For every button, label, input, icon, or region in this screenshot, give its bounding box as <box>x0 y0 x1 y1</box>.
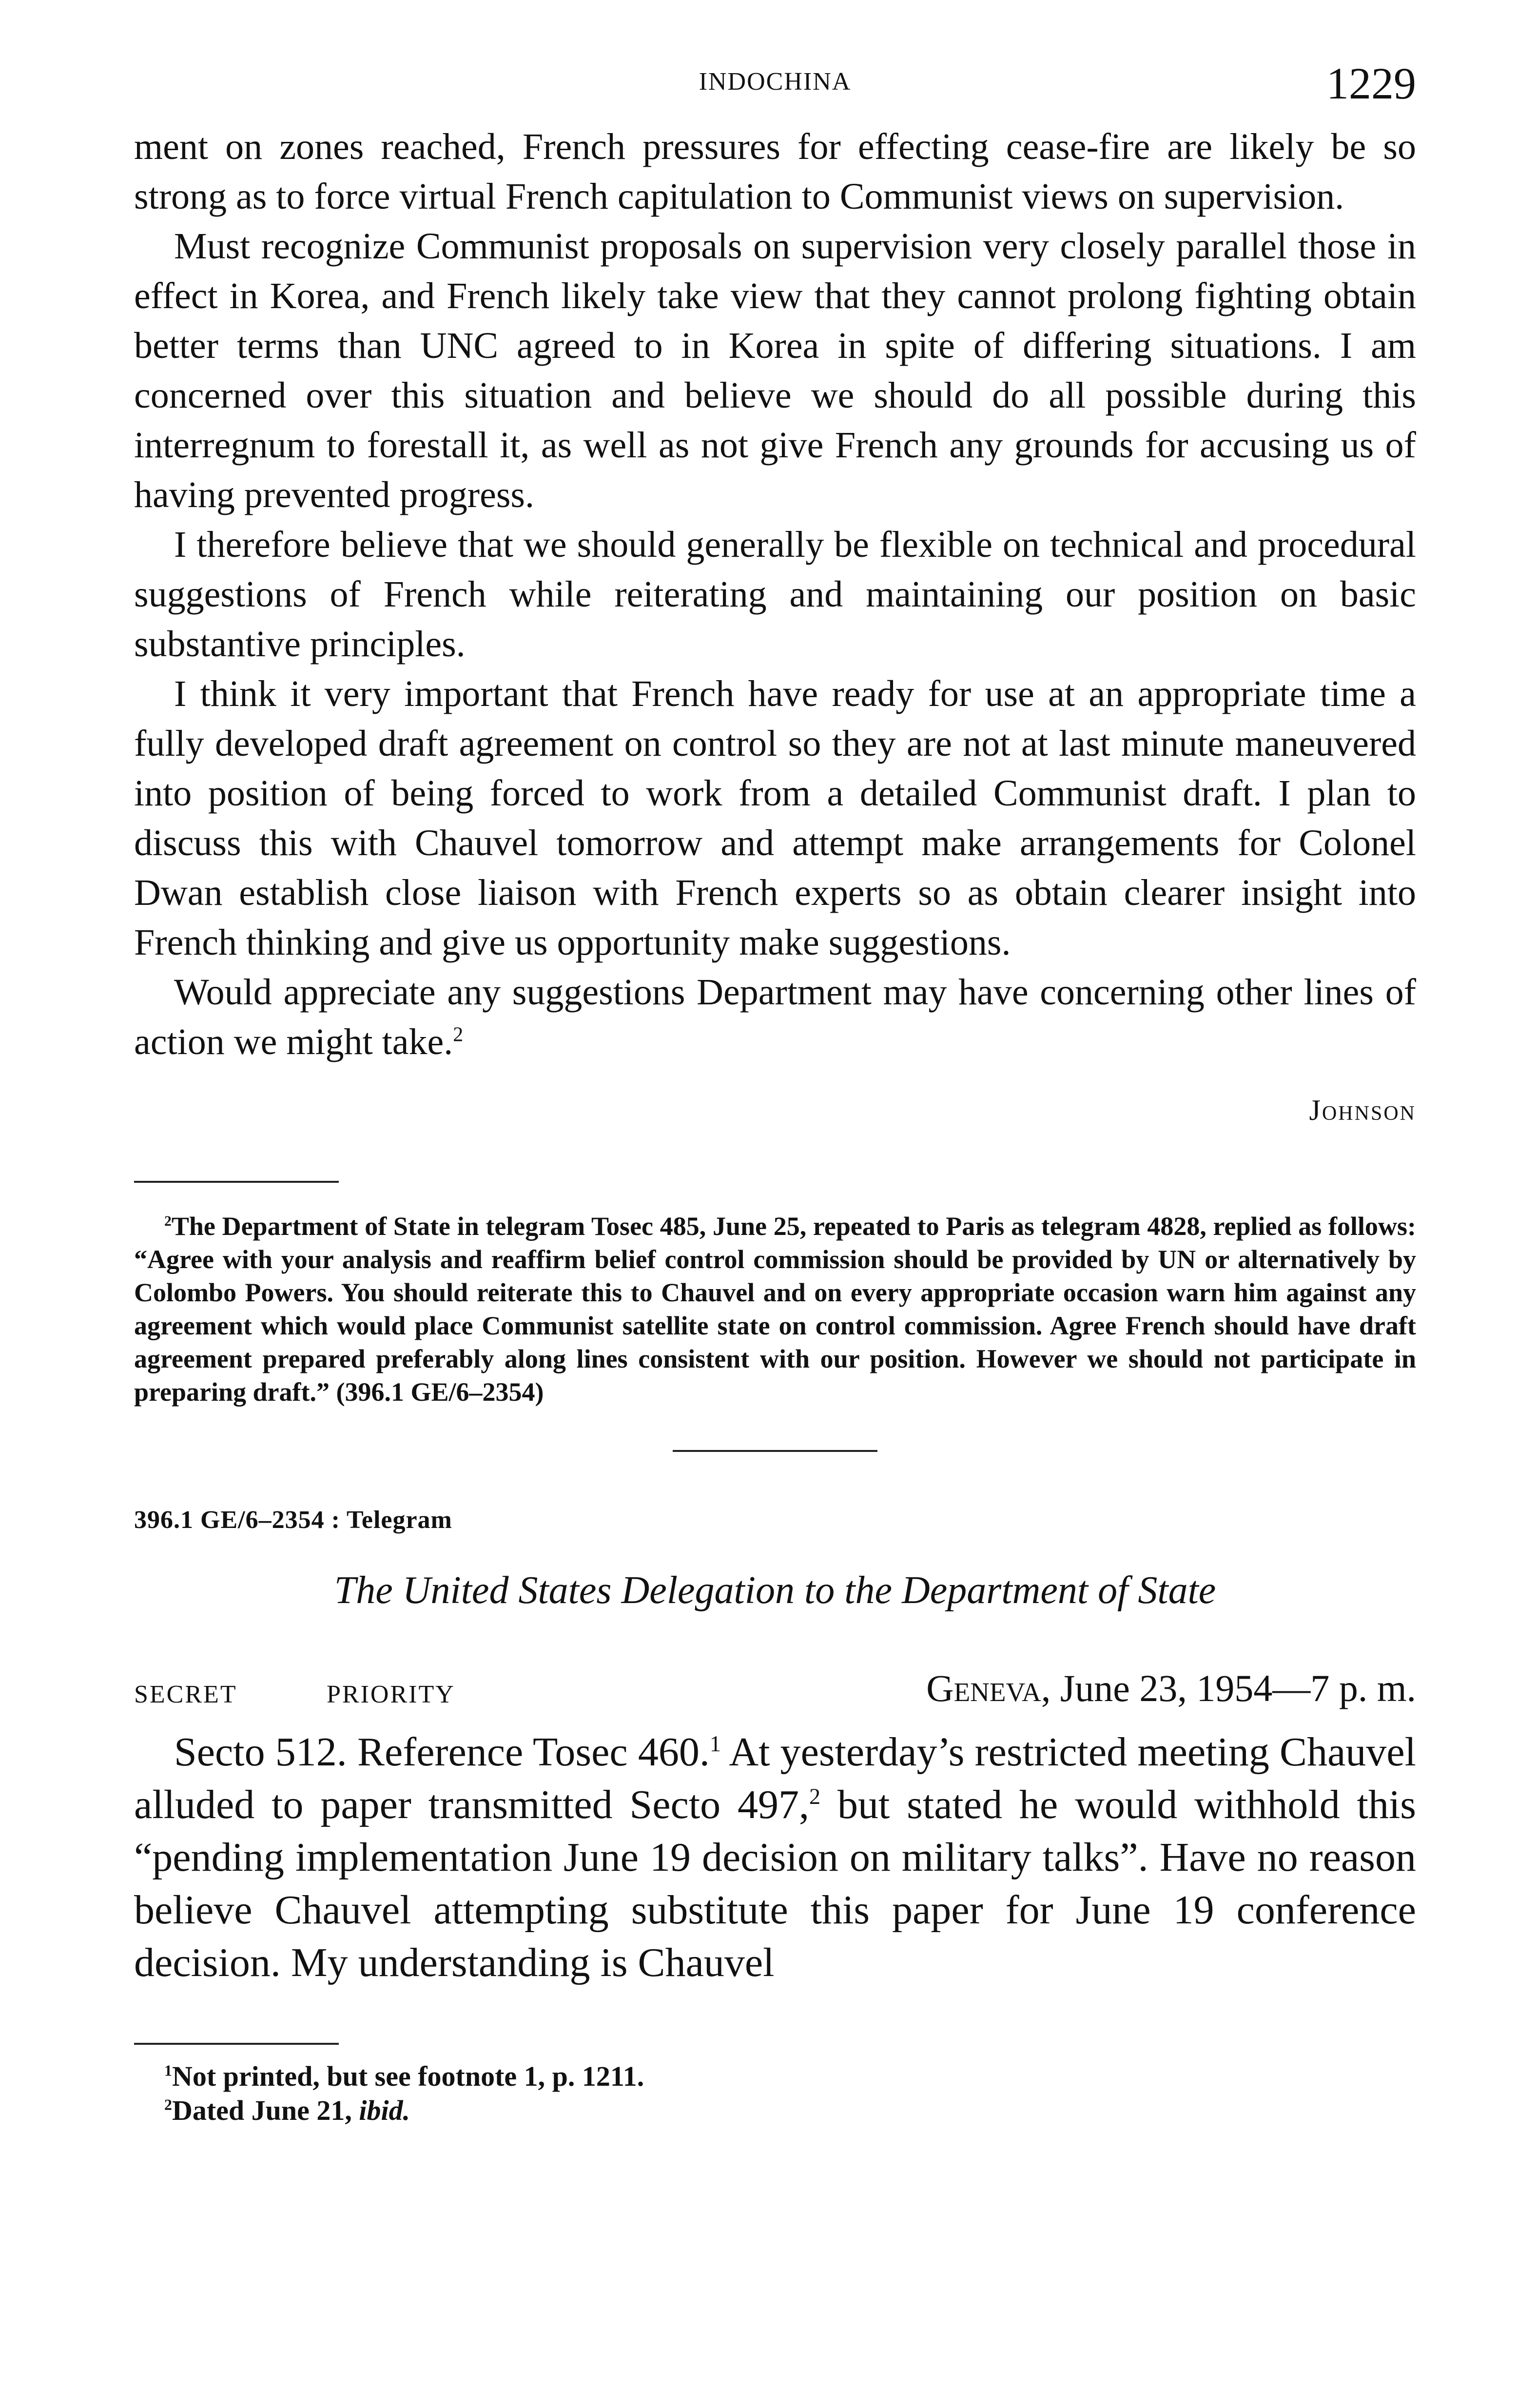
body-text <box>134 122 1416 1067</box>
paragraph: Must recognize Communist proposals on supervision very closely parallel those in effect in Korea, and French likely take view that they cannot prolong fighting obtain better terms than UNC agreed to in Korea in spite of differing situations. I am concerned over this situation and believe we should do all possible during this interregnum to forestall it, as well as not give French any grounds for accusing us of having prevented progress. <box>134 226 1416 515</box>
footnote-ref[interactable]: 2 <box>809 1784 821 1809</box>
dateline-place: Geneva <box>926 1667 1041 1709</box>
footnote-marker: 2 <box>164 1214 172 1229</box>
telegram-body <box>134 1726 1416 1989</box>
document-file-reference: 396.1 GE/6–2354 : Telegram <box>134 1506 452 1534</box>
classification: SECRET <box>134 1681 237 1708</box>
paragraph-text: but stated he would withhold this “pending implementation June 19 decision on military talks”. Have no reason believe Chauvel attempting substitute this paper for June 19 conference decision. My understanding is Chauvel <box>134 1782 1416 1985</box>
document-meta-line <box>134 1666 1416 1720</box>
paragraph <box>134 967 1416 1067</box>
paragraph-text: Secto 512. Reference Tosec 460. <box>174 1729 710 1775</box>
dateline <box>926 1666 1416 1710</box>
paragraph: I therefore believe that we should generally be flexible on technical and procedural suggestions of French while reiterating and maintaining our position on basic substantive principles. <box>134 524 1416 665</box>
footnote-text: The Department of State in telegram Tosec 485, June 25, repeated to Paris as telegram 4828, replied as follows: “Agree with your analysis and reaffirm belief control commission should be provided by UN or alternatively by Colombo Powers. You should reiterate this to Chauvel and on every appropriate occasion warn him against any agreement which would place Communist satellite state on control commission. Agree French should have draft agreement prepared preferably along lines consistent with our position. However we should not participate in preparing draft.” (396.1 GE/6–2354) <box>134 1212 1416 1407</box>
footnote-text: Dated June 21, <box>172 2095 359 2126</box>
footnote <box>134 1210 1416 1409</box>
footnote-ref[interactable]: 1 <box>709 1731 721 1756</box>
footnote-marker: 1 <box>164 2062 172 2079</box>
page-number: 1229 <box>1326 59 1416 108</box>
paragraph-text: Would appreciate any suggestions Department may have concerning other lines of action we might take. <box>134 972 1416 1062</box>
document-title: The United States Delegation to the Department of State <box>334 1569 1216 1612</box>
footnote-divider <box>134 2043 339 2045</box>
precedence: PRIORITY <box>327 1681 455 1708</box>
footnote <box>134 2094 1416 2128</box>
footnote-ibid: ibid. <box>359 2095 410 2126</box>
footnote-divider <box>134 1181 339 1183</box>
page-header <box>134 49 1416 122</box>
section-divider <box>673 1450 877 1452</box>
dateline-date: , June 23, 1954—7 p. m. <box>1041 1667 1416 1709</box>
footnote-text: Not printed, but see footnote 1, p. 1211. <box>172 2060 644 2092</box>
page <box>134 49 1416 2128</box>
footnotes <box>134 2059 1416 2128</box>
footnote <box>134 2059 1416 2094</box>
footnote-marker: 2 <box>164 2096 172 2114</box>
paragraph-continuation: ment on zones reached, French pressures for effecting cease-fire are likely be so strong as to force virtual French capitulation to Communist views on supervision. <box>134 126 1416 217</box>
footnote-ref[interactable]: 2 <box>453 1023 464 1046</box>
running-head: INDOCHINA <box>699 68 852 96</box>
paragraph <box>134 1726 1416 1989</box>
paragraph: I think it very important that French have ready for use at an appropriate time a fully developed draft agreement on control so they are not at last minute maneuvered into position of being forced to work from a detailed Communist draft. I plan to discuss this with Chauvel tomorrow and attempt make arrangements for Colonel Dwan establish close liaison with French experts so as obtain clearer insight into French thinking and give us opportunity make suggestions. <box>134 673 1416 963</box>
paragraph-text: At yesterday’s restricted meeting Chauvel alluded to paper transmitted Secto 497, <box>134 1729 1416 1827</box>
signature: Johnson <box>1309 1094 1416 1126</box>
